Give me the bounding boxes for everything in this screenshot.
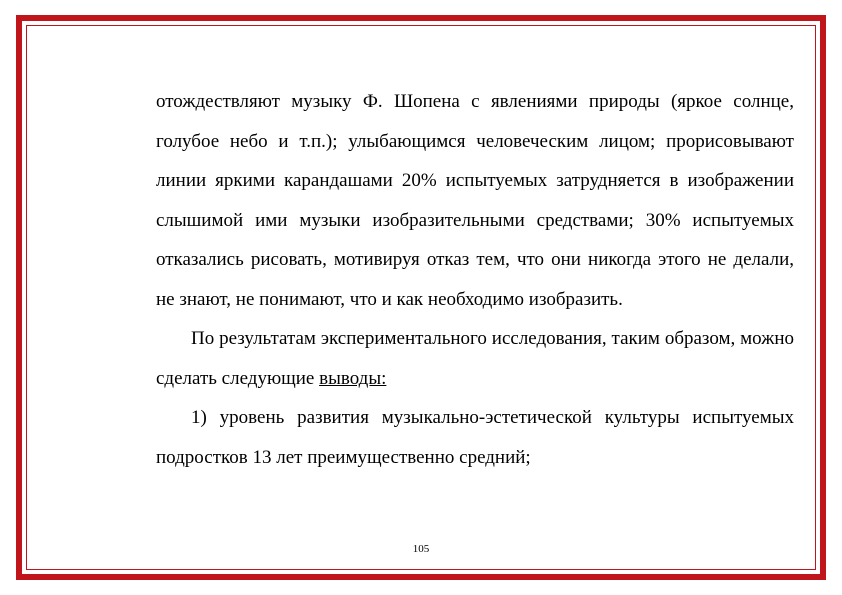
- conclusions-heading: выводы:: [319, 367, 387, 389]
- paragraph-3-list-item: 1) уровень развития музыкально-эстетической культуры испытуемых подростков 13 лет преимущественно средний;: [156, 407, 794, 468]
- page-number: 105: [412, 543, 430, 555]
- paragraph-2-text: По результатам экспериментального исследования, таким образом, можно сделать следующие: [156, 328, 794, 389]
- paragraph-2: [156, 319, 794, 398]
- paragraph-1: отождествляют музыку Ф. Шопена с явлениями природы (яркое солнце, голубое небо и т.п.); улыбающимся человеческим лицом; прорисовывают линии яркими карандашами 20% испытуемых затрудняется в изображении слышимой ими музыки изобразительными средствами; 30% испытуемых отказались рисовать, мотивируя отказ тем, что они никогда этого не делали, не знают, не понимают, что и как необходимо изобразить.: [156, 91, 794, 310]
- document-body: [156, 82, 794, 477]
